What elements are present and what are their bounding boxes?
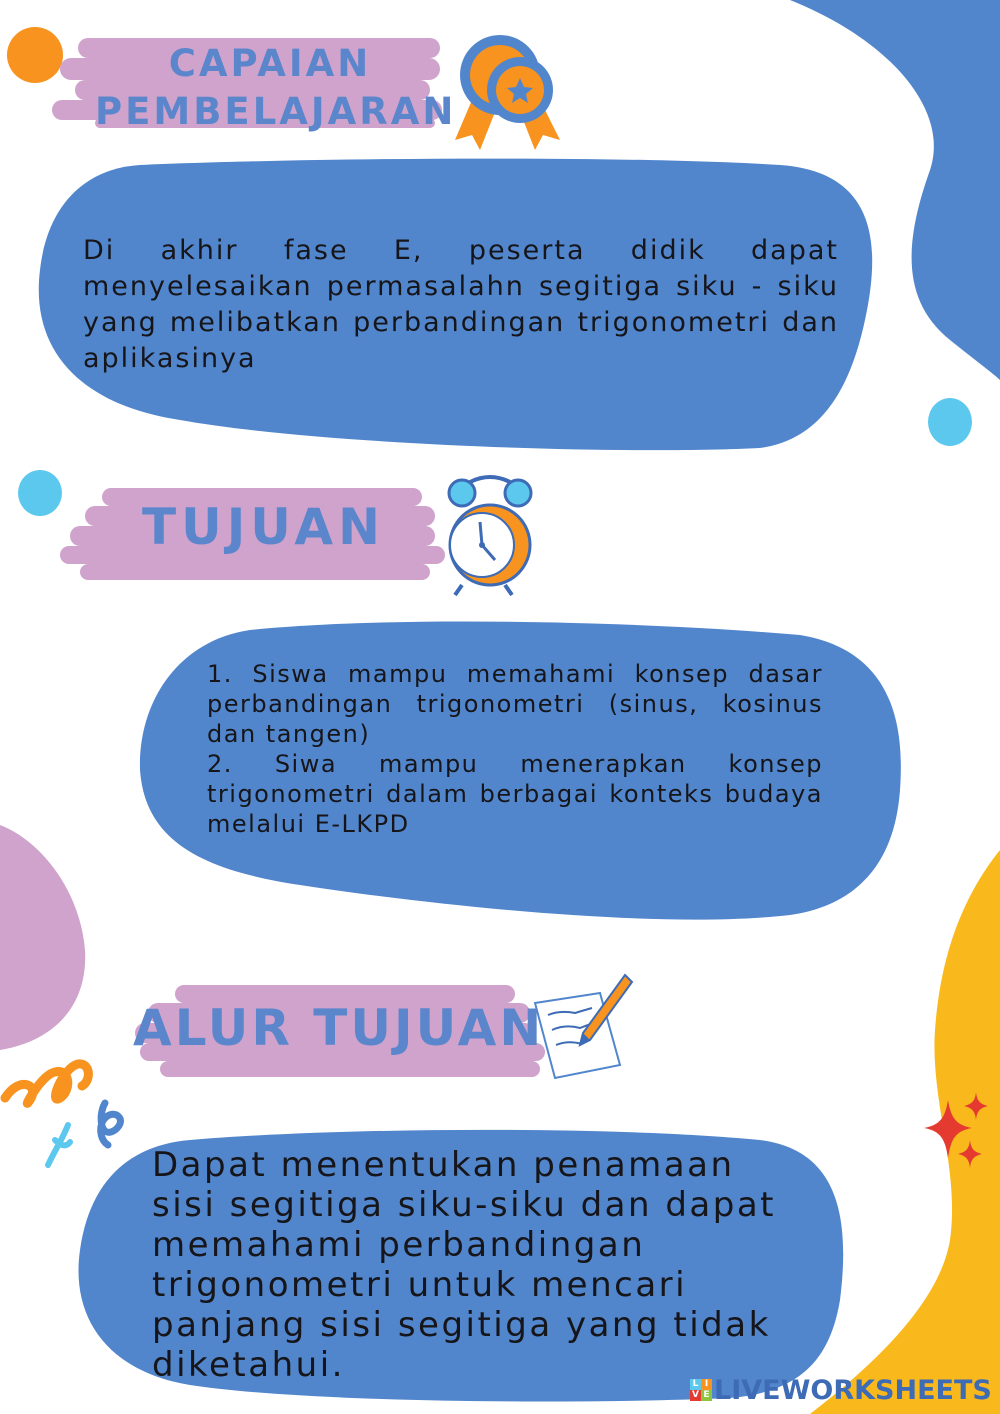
pink-blob-shape xyxy=(0,825,85,1050)
liveworksheets-mark-icon xyxy=(690,1379,712,1401)
pen-and-paper-icon xyxy=(535,975,632,1078)
blue-squiggle xyxy=(101,1103,121,1145)
capaian-body: Di akhir fase E, peserta didik dapat menyelesaikan permasalahn segitiga siku - siku yang melibatkan perbandingan trigonometri dan aplikasinya xyxy=(83,235,839,374)
yellow-blob-shape xyxy=(810,850,1000,1414)
alur-title: ALUR TUJUAN xyxy=(133,999,545,1057)
light-blue-squiggle xyxy=(48,1125,70,1165)
award-ribbon-icon xyxy=(455,35,560,150)
brand-letter-l: L xyxy=(690,1379,701,1390)
alarm-clock-icon xyxy=(449,477,531,595)
tujuan-item-2: 2. Siwa mampu menerapkan konsep trigonometri dalam berbagai konteks budaya melalui E-LKPD xyxy=(207,750,823,838)
liveworksheets-wordmark: LIVEWORKSHEETS xyxy=(714,1374,992,1406)
capaian-title-line2: PEMBELAJARAN xyxy=(95,90,457,133)
light-blue-dot-left xyxy=(18,470,62,516)
tujuan-list xyxy=(207,659,823,839)
orange-squiggle xyxy=(5,1064,88,1104)
light-blue-dot xyxy=(928,398,972,446)
capaian-title-line1: CAPAIAN xyxy=(168,42,372,85)
brand-letter-v: V xyxy=(690,1390,701,1401)
brand-letter-i: I xyxy=(701,1379,712,1390)
liveworksheets-logo[interactable] xyxy=(690,1373,992,1407)
orange-dot xyxy=(7,27,63,83)
capaian-title xyxy=(95,40,457,136)
tujuan-item-1: 1. Siswa mampu memahami konsep dasar perbandingan trigonometri (sinus, kosinus dan tangen) xyxy=(207,660,823,748)
brand-letter-e: E xyxy=(701,1390,712,1401)
alur-body: Dapat menentukan penamaan sisi segitiga siku-siku dan dapat memahami perbandingan trigonometri untuk mencari panjang sisi segitiga yang tidak diketahui. xyxy=(152,1145,777,1385)
tujuan-title: TUJUAN xyxy=(142,498,385,556)
